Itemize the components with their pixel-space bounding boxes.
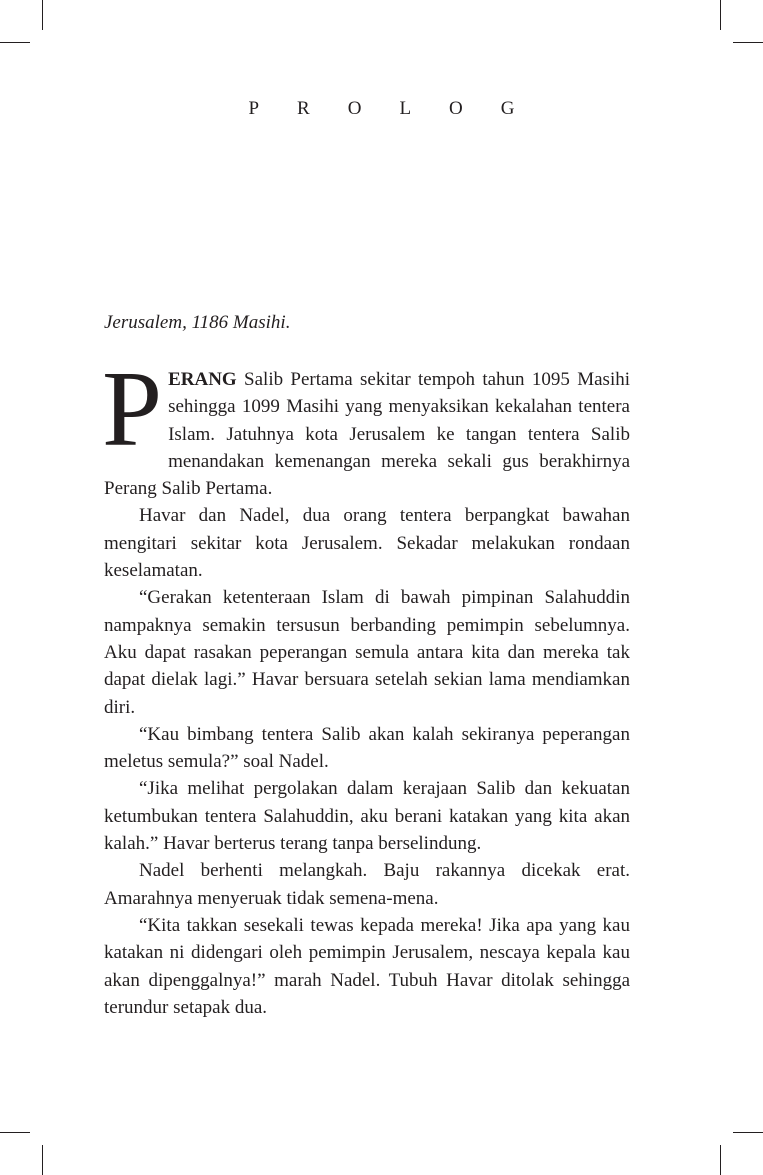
chapter-heading: PROLOG (248, 98, 553, 119)
crop-mark-top-left-vertical (42, 0, 43, 30)
paragraph: “Jika melihat pergolakan dalam kerajaan Salib dan kekuatan ketumbukan tentera Salahuddin, aku berani katakan yang kita akan kalah.” Havar berterus terang tanpa berselindung. (104, 778, 630, 855)
crop-mark-top-left-horizontal (0, 42, 30, 43)
crop-mark-top-right-vertical (720, 0, 721, 30)
opening-paragraph (102, 350, 630, 502)
chapter-body (102, 350, 630, 1021)
paragraph: Havar dan Nadel, dua orang tentera berpangkat bawahan mengitari sekitar kota Jerusalem. Sekadar melakukan rondaan keselamatan. (104, 505, 630, 582)
lead-word: ERANG (168, 369, 237, 390)
setting-line: Jerusalem, 1186 Masihi. (104, 312, 291, 333)
crop-mark-bottom-right-horizontal (733, 1132, 763, 1133)
crop-mark-bottom-left-horizontal (0, 1132, 30, 1133)
crop-mark-top-right-horizontal (733, 42, 763, 43)
paragraph: “Kita takkan sesekali tewas kepada mereka! Jika apa yang kau katakan ni didengari oleh pemimpin Jerusalem, nescaya kepala kau akan dipenggalnya!” marah Nadel. Tubuh Havar ditolak sehingga terundur setapak dua. (104, 914, 630, 1018)
opening-text: Salib Pertama sekitar tempoh tahun 1095 Masihi sehingga 1099 Masihi yang menyaksikan kekalahan tentera Islam. Jatuhnya kota Jerusalem ke tangan tentera Salib menandakan kemenangan mereka sekali gus berakhirnya Perang Salib Pertama. (104, 369, 630, 500)
drop-cap: P (102, 350, 163, 469)
paragraph: “Gerakan ketenteraan Islam di bawah pimpinan Salahuddin nampaknya semakin tersusun berbanding pemimpin sebelumnya. Aku dapat rasakan peperangan semula antara kita dan mereka tak dapat dielak lagi.” Havar bersuara setelah sekian lama mendiamkan diri. (104, 587, 630, 718)
crop-mark-bottom-right-vertical (720, 1145, 721, 1175)
crop-mark-bottom-left-vertical (42, 1145, 43, 1175)
paragraph: Nadel berhenti melangkah. Baju rakannya dicekak erat. Amarahnya menyeruak tidak semena-mena. (104, 860, 630, 909)
paragraph: “Kau bimbang tentera Salib akan kalah sekiranya peperangan meletus semula?” soal Nadel. (104, 723, 630, 773)
